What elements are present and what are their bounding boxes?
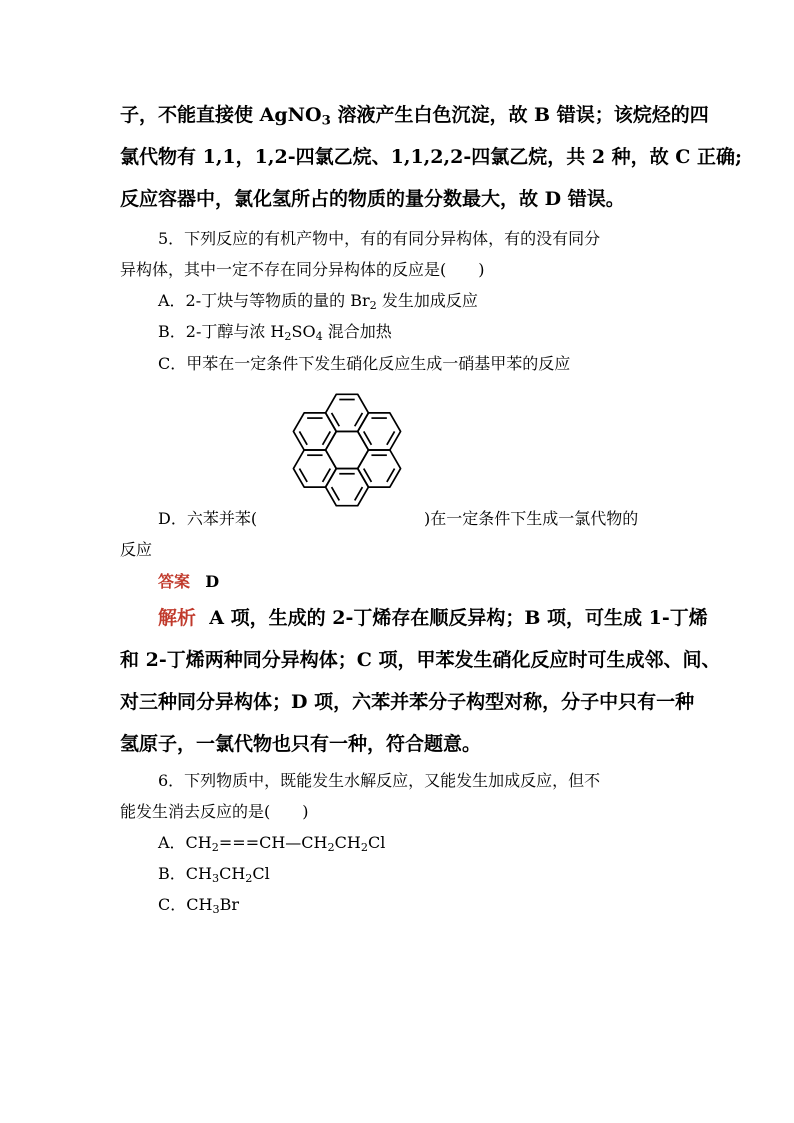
coronene-structure-image — [272, 382, 422, 518]
prev-answer-line-1 — [120, 100, 709, 128]
text: 发生加成反应 — [376, 291, 478, 310]
subscript: 2 — [369, 298, 377, 312]
q5-option-c: C．甲苯在一定条件下发生硝化反应生成一硝基甲苯的反应 — [158, 354, 571, 373]
ring-0 — [326, 431, 369, 468]
text: CH — [334, 833, 361, 852]
subscript: 2 — [211, 840, 219, 854]
text: SO — [291, 322, 316, 341]
text: A 项，生成的 2-丁烯存在顺反异构；B 项，可生成 1-丁烯 — [209, 607, 708, 629]
q6-option-a — [158, 830, 385, 854]
text: Cl — [367, 833, 386, 852]
analysis-label: 解析 — [158, 607, 197, 629]
q5-analysis-line-4: 氢原子，一氯代物也只有一种，符合题意。 — [120, 733, 482, 755]
text: 混合加热 — [322, 322, 392, 341]
q6-stem-line-1: 6．下列物质中，既能发生水解反应，又能发生加成反应，但不 — [158, 771, 601, 790]
text: B．CH — [158, 864, 212, 883]
q5-stem-line-1: 5．下列反应的有机产物中，有的有同分异构体，有的没有同分 — [158, 229, 601, 248]
text: 溶液产生白色沉淀，故 B 错误；该烷烃的四 — [330, 104, 709, 126]
prev-answer-line-3: 反应容器中，氯化氢所占的物质的量分数最大，故 D 错误。 — [120, 188, 625, 210]
subscript: 3 — [211, 871, 220, 885]
q5-option-d-line-2: 反应 — [120, 540, 153, 559]
text: A．2-丁炔与等物质的量的 Br — [158, 291, 370, 310]
subscript: 2 — [327, 840, 335, 854]
subscript: 2 — [245, 871, 253, 885]
subscript: 4 — [315, 329, 323, 343]
subscript: 2 — [360, 840, 368, 854]
text: Cl — [252, 864, 270, 883]
q5-option-b — [158, 319, 392, 343]
prev-answer-line-2: 氯代物有 1,1，1,2-四氯乙烷、1,1,2,2-四氯乙烷，共 2 种，故 C 正确; — [120, 146, 743, 168]
subscript: 3 — [321, 113, 331, 129]
text: C．CH — [158, 895, 213, 914]
q5-analysis-line-3: 对三种同分异构体；D 项，六苯并苯分子构型对称，分子中只有一种 — [120, 691, 695, 713]
subscript: 3 — [212, 902, 220, 916]
text: Br — [219, 895, 239, 914]
text: ===CH—CH — [218, 833, 328, 852]
text: A．CH — [158, 833, 212, 852]
q6-option-b — [158, 861, 270, 885]
q5-answer — [158, 569, 219, 592]
q5-option-d — [158, 506, 257, 529]
answer-label: 答案 — [158, 572, 191, 591]
q5-analysis-line-2: 和 2-丁烯两种同分异构体；C 项，甲苯发生硝化反应时可生成邻、间、 — [120, 649, 721, 671]
q5-analysis-line-1 — [158, 603, 708, 630]
q5-option-a — [158, 288, 478, 312]
text: B．2-丁醇与浓 H — [158, 322, 285, 341]
text: 子，不能直接使 AgNO — [120, 104, 322, 126]
q5-stem-line-2: 异构体，其中一定不存在同分异构体的反应是( ) — [120, 260, 485, 279]
q5-option-d-continued: )在一定条件下生成一氯代物的 — [424, 509, 639, 528]
text: CH — [219, 864, 246, 883]
subscript: 2 — [284, 329, 292, 343]
answer-value: D — [205, 572, 220, 591]
q6-option-c — [158, 892, 239, 916]
text: D．六苯并苯( — [158, 509, 258, 528]
q6-stem-line-2: 能发生消去反应的是( ) — [120, 802, 309, 821]
